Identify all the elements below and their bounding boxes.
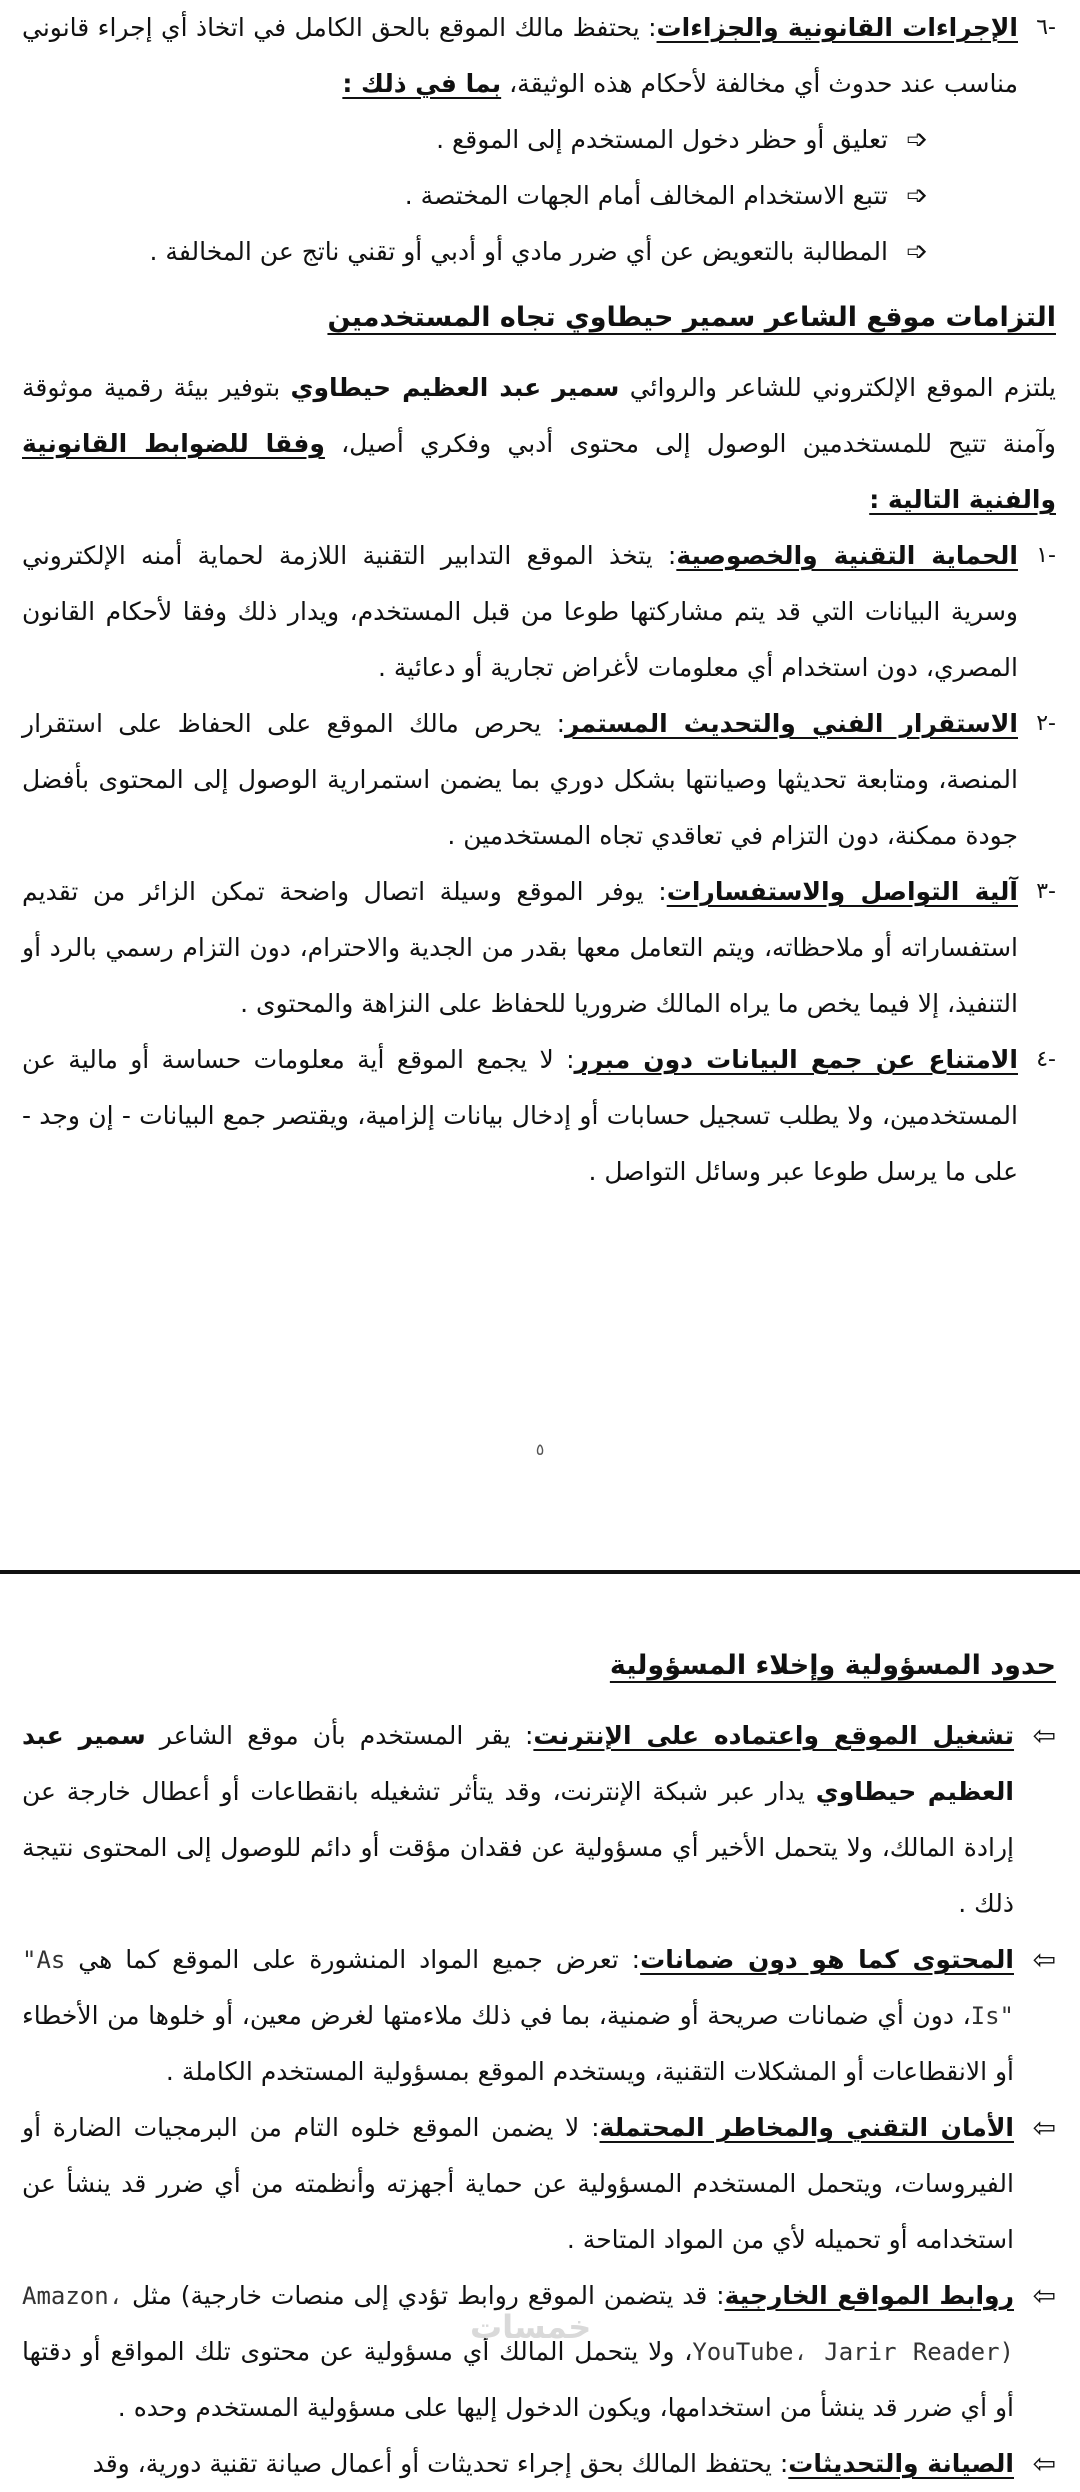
intro-part-2: بتوفير بيئة رقمية موثوقة وآمنة تتيح للمستخدمين الوصول إلى محتوى أدبي وفكري أصيل، (22, 373, 1056, 458)
item-text-b: ، ولا يتحمل المالك أي مسؤولية عن محتوى تلك المواقع أو دقتها أو أي ضرر قد ينشأ من استخدامها، ويكون الدخول إليها على مسؤولية المستخدم وحده . (22, 2337, 1014, 2422)
item-bold-name: سمير عبد العظيم حيطاوي (22, 1721, 1014, 1806)
item-text-a: : تعرض جميع المواد المنشورة على الموقع كما هي (65, 1945, 641, 1974)
sub-bullet-text: تعليق أو حظر دخول المستخدم إلى الموقع . (436, 125, 888, 154)
item-title: روابط المواقع الخارجية (724, 2281, 1014, 2310)
obligation-item-2 (22, 696, 1056, 864)
sub-bullet (22, 168, 928, 224)
obligation-item-1 (22, 528, 1056, 696)
item-paragraph (22, 2436, 1014, 2492)
item-number: -٣ (1036, 879, 1056, 904)
item-text-b: يدار عبر شبكة الإنترنت، وقد يتأثر تشغيله بانقطاعات أو أعطال خارجة عن إرادة المالك، ولا يتحمل الأخير أي مسؤولية عن فقدان مؤقت أو دائم للوصول إلى المحتوى نتيجة ذلك . (22, 1777, 1014, 1918)
sub-bullet (22, 224, 928, 280)
page-number: ٥ (535, 1440, 545, 1459)
watermark-logo: خمسات (470, 2308, 592, 2346)
item-paragraph (22, 0, 1018, 112)
item-text: : يحرص مالك الموقع على الحفاظ على استقرار المنصة، ومتابعة تحديثها وصيانتها بشكل دوري بما يضمن استمرارية الوصول إلى المحتوى بأفضل جودة ممكنة، دون التزام في تعاقدي تجاه المستخدمين . (22, 709, 1018, 850)
item-latin-text: "As Is" (22, 1946, 1014, 2030)
outline-arrow-icon: ⇦ (1032, 1719, 1056, 1752)
item-text: : لا يجمع الموقع أية معلومات حساسة أو مالية عن المستخدمين، ولا يطلب تسجيل حسابات أو إدخال بيانات إلزامية، ويقتصر جمع البيانات - إن وجد - على ما يرسل طوعا عبر وسائل التواصل . (22, 1045, 1018, 1186)
item-paragraph (22, 1708, 1014, 1932)
check-arrow-icon: ➩ (906, 181, 928, 211)
item-number: -٦ (1036, 15, 1056, 40)
item-text-a: : لا يضمن الموقع خلوه التام من البرمجيات الضارة أو الفيروسات، ويتحمل المستخدم المسؤولية عن حماية أجهزته وأنظمته من أي ضرر قد ينشأ عن استخدامه أو تحميله لأي من المواد المتاحة . (22, 2113, 1014, 2254)
item-paragraph (22, 1032, 1018, 1200)
page-5-content (0, 0, 1080, 1200)
item-text: : يحتفظ مالك الموقع بالحق الكامل في اتخاذ أي إجراء قانوني مناسب عند حدوث أي مخالفة لأحكام هذه الوثيقة، (22, 13, 1018, 98)
item-number: -٢ (1036, 711, 1056, 736)
item-title: آلية التواصل والاستفسارات (666, 877, 1018, 906)
liability-item-internet (22, 1708, 1056, 1932)
item-title: الصيانة والتحديثات (788, 2449, 1014, 2478)
obligation-item-3 (22, 864, 1056, 1032)
outline-arrow-icon: ⇦ (1032, 2279, 1056, 2312)
intro-part-1: يلتزم الموقع الإلكتروني للشاعر والروائي (619, 373, 1056, 402)
document-page-6 (0, 1576, 1080, 2480)
item-text-a: : يحتفظ المالك بحق إجراء تحديثات أو أعمال صيانة تقنية دورية، وقد (92, 2449, 789, 2478)
item-title: الإجراءات القانونية والجزاءات (656, 13, 1018, 42)
item-underlined-end: بما في ذلك : (342, 69, 502, 98)
outline-arrow-icon: ⇦ (1032, 1943, 1056, 1976)
item-body (22, 0, 1018, 280)
item-6-legal-procedures (22, 0, 1056, 280)
liability-item-security (22, 2100, 1056, 2268)
item-title: الامتناع عن جمع البيانات دون مبرر (574, 1045, 1018, 1074)
liability-item-external-links (22, 2268, 1056, 2436)
item-paragraph (22, 2268, 1014, 2436)
page-divider (0, 1570, 1080, 1574)
sub-bullet-text: تتبع الاستخدام المخالف أمام الجهات المختصة . (404, 181, 888, 210)
liability-item-maintenance (22, 2436, 1056, 2492)
item-title: الاستقرار الفني والتحديث المستمر (565, 709, 1018, 738)
item-title: تشغيل الموقع واعتماده على الإنترنت (533, 1721, 1015, 1750)
item-paragraph (22, 1932, 1014, 2100)
intro-bold-name: سمير عبد العظيم حيطاوي (290, 373, 620, 402)
check-arrow-icon: ➩ (906, 125, 928, 155)
item-number: -١ (1036, 543, 1056, 568)
outline-arrow-icon: ⇦ (1032, 2447, 1056, 2480)
section-heading-liability: حدود المسؤولية وإخلاء المسؤولية (609, 1650, 1056, 1681)
item-latin-text: Amazon، YouTube، Jarir Reader) (22, 2282, 1014, 2366)
liability-item-as-is (22, 1932, 1056, 2100)
intro-underlined: وفقا للضوابط القانونية والفنية التالية : (22, 429, 1056, 514)
item-text: : يتخذ الموقع التدابير التقنية اللازمة لحماية أمنه الإلكتروني وسرية البيانات التي قد يتم مشاركتها طوعا من قبل المستخدم، ويدار ذلك وفقا لأحكام القانون المصري، دون استخدام أي معلومات لأغراض تجارية أو دعائية . (22, 541, 1018, 682)
item-text: : يوفر الموقع وسيلة اتصال واضحة تمكن الزائر من تقديم استفساراته أو ملاحظاته، ويتم التعامل معها بقدر من الجدية والاحترام، دون التزام رسمي بالرد أو التنفيذ، إلا فيما يخص ما يراه المالك ضروريا للحفاظ على النزاهة والمحتوى . (22, 877, 1018, 1018)
item-title: المحتوى كما هو دون ضمانات (640, 1945, 1014, 1974)
item-paragraph (22, 528, 1018, 696)
item-title: الحماية التقنية والخصوصية (676, 541, 1018, 570)
item-title: الأمان التقني والمخاطر المحتملة (599, 2113, 1014, 2142)
item-paragraph (22, 864, 1018, 1032)
obligation-item-4 (22, 1032, 1056, 1200)
section-heading-obligations: التزامات موقع الشاعر سمير حيطاوي تجاه المستخدمين (327, 302, 1056, 333)
item-text-a: : يقر المستخدم بأن موقع الشاعر (145, 1721, 534, 1750)
item-paragraph (22, 2100, 1014, 2268)
intro-paragraph (22, 360, 1056, 528)
item-text-b: ، دون أي ضمانات صريحة أو ضمنية، بما في ذلك ملاءمتها لغرض معين، أو خلوها من الأخطاء أو الانقطاعات أو المشكلات التقنية، ويستخدم الموقع بمسؤولية المستخدم الكاملة . (22, 2001, 1014, 2086)
page-6-content (0, 1576, 1080, 2492)
sub-bullet-text: المطالبة بالتعويض عن أي ضرر مادي أو أدبي أو تقني ناتج عن المخالفة . (149, 237, 888, 266)
item-paragraph (22, 696, 1018, 864)
check-arrow-icon: ➩ (906, 237, 928, 267)
item-number: -٤ (1036, 1047, 1056, 1072)
sub-bullet (22, 112, 928, 168)
outline-arrow-icon: ⇦ (1032, 2111, 1056, 2144)
item-text-a: : قد يتضمن الموقع روابط تؤدي إلى منصات خارجية) مثل (123, 2281, 725, 2310)
